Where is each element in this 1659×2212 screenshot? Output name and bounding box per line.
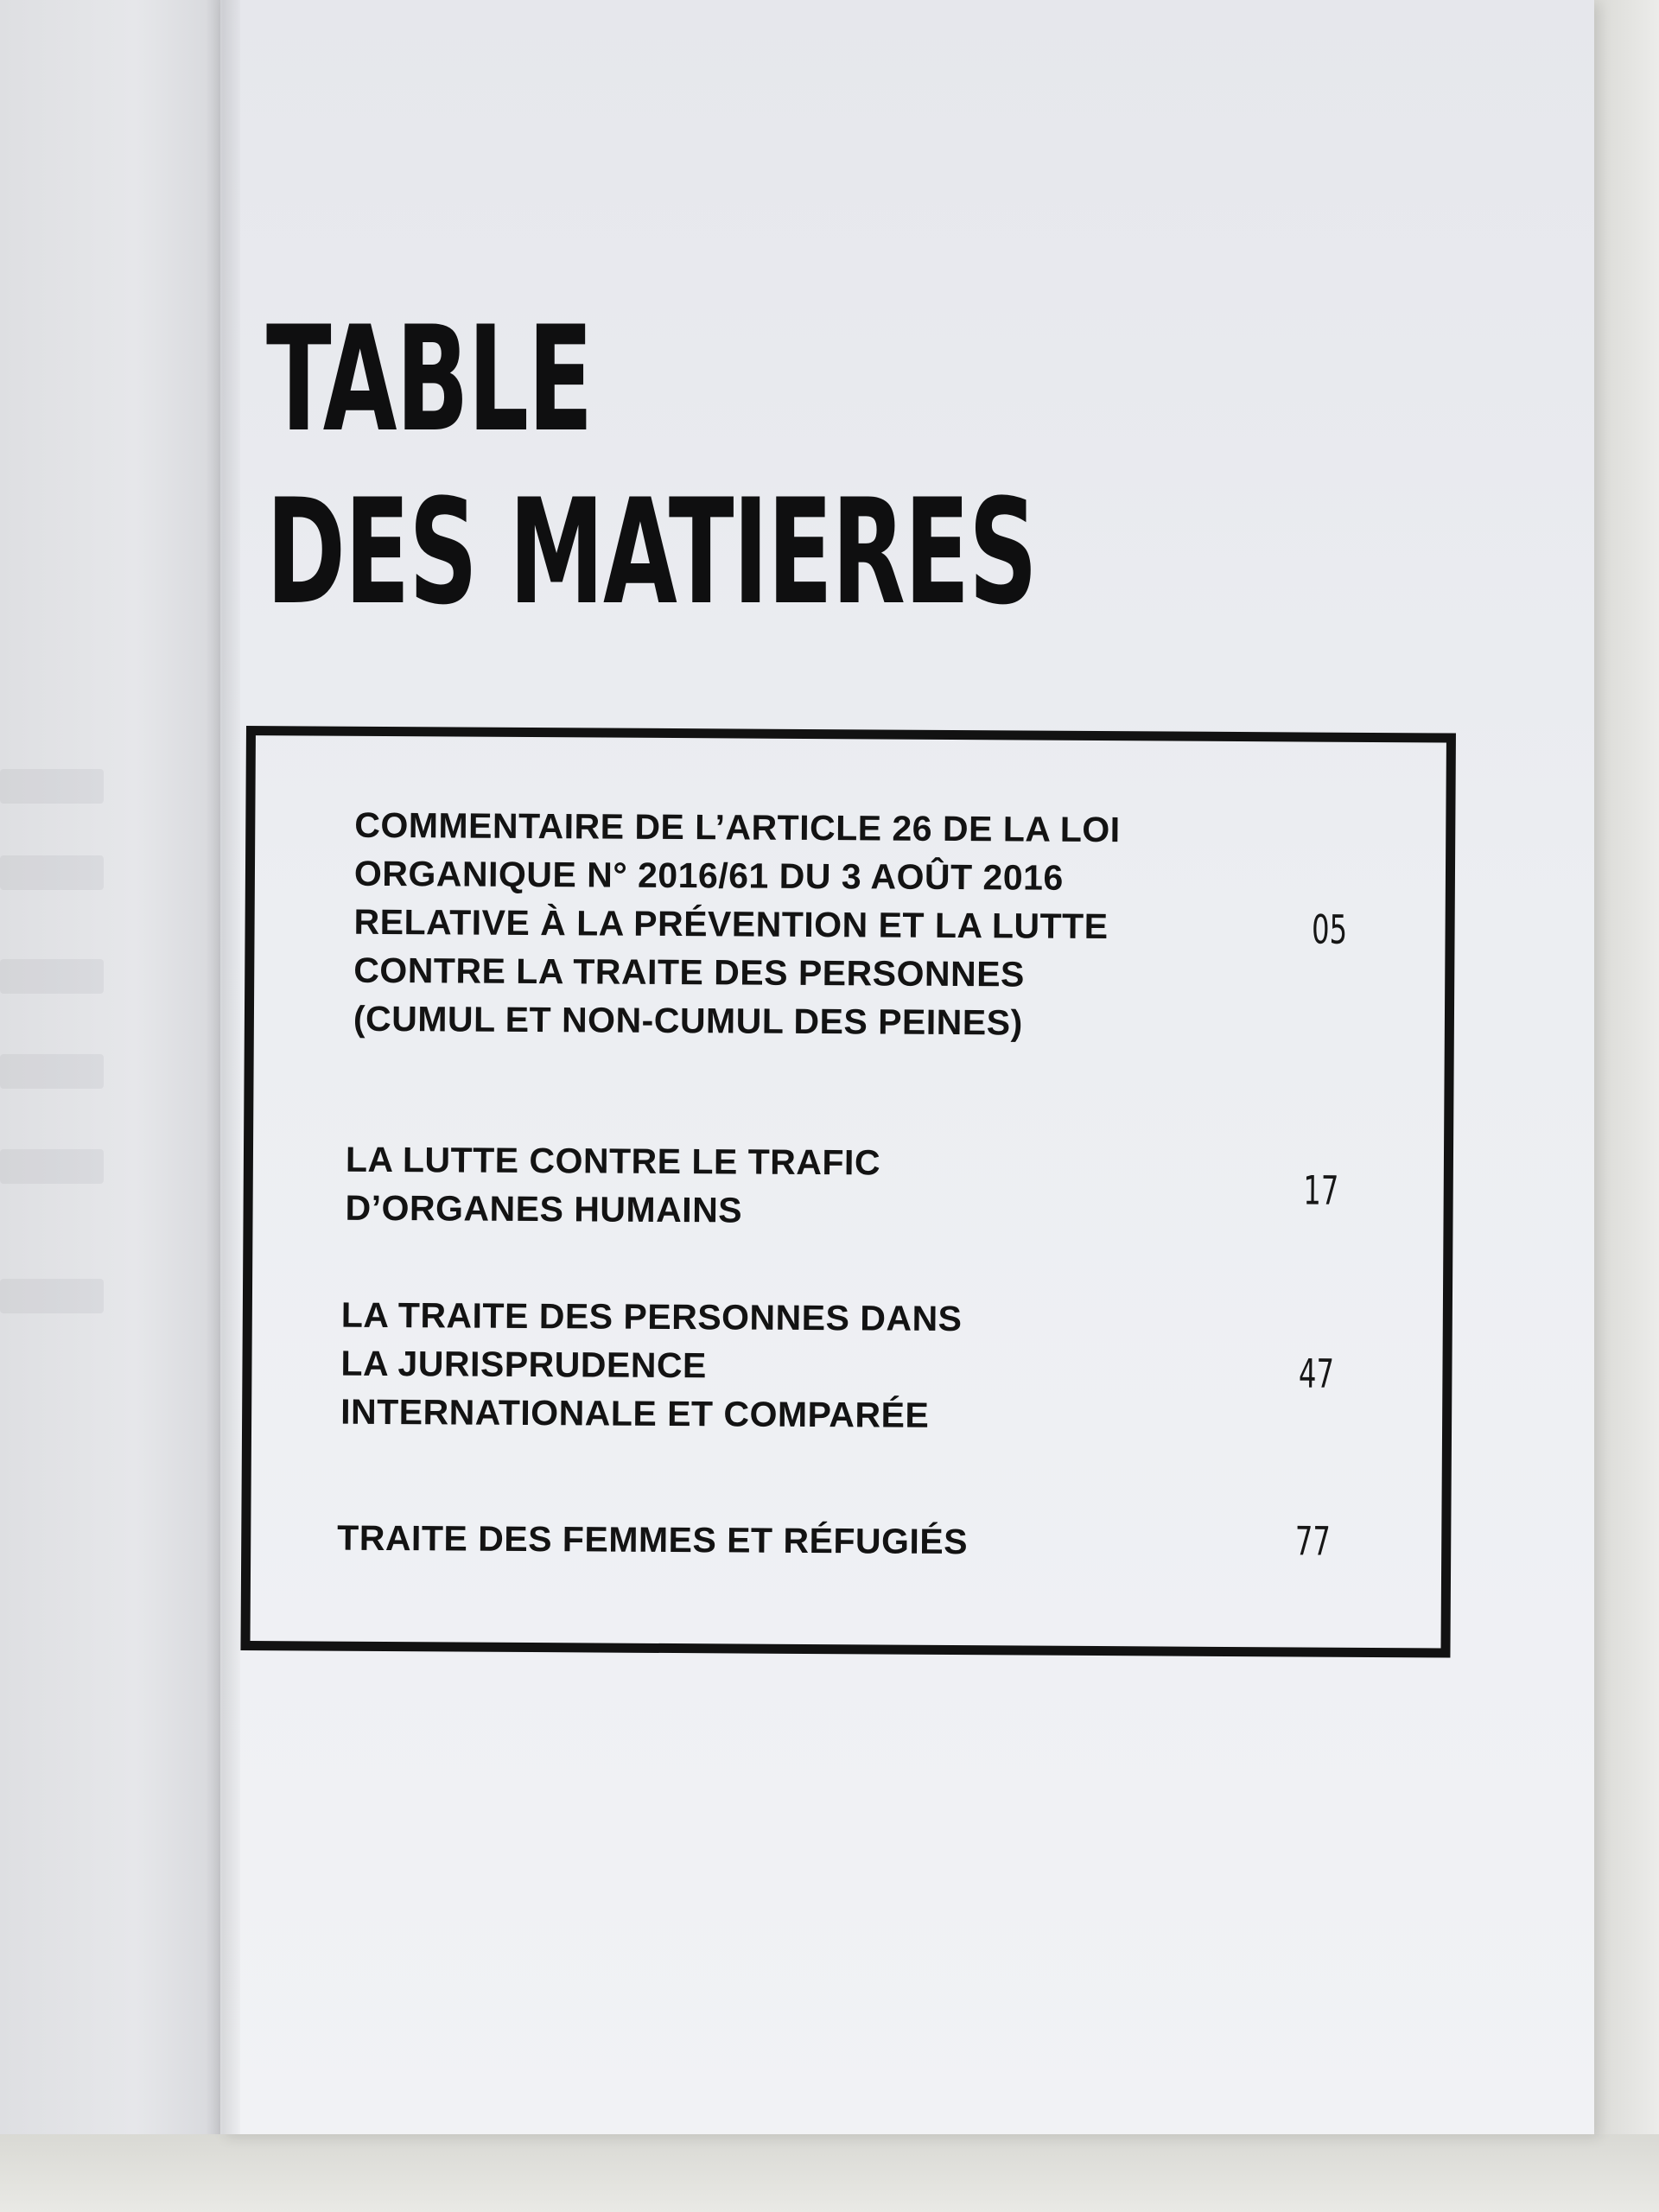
page-edge — [1594, 0, 1659, 2212]
toc-entry-page-number: 77 — [1295, 1517, 1332, 1565]
book-bottom-edge — [0, 2134, 1659, 2212]
toc-entry-title: COMMENTAIRE DE L’ARTICLE 26 DE LA LOI ORGANIQUE N° 2016/61 DU 3 AOÛT 2016 RELATIVE À LA PRÉVENTION ET LA LUTTE CONTRE LA TRAITE DES PERSONNES (CUMUL ET NON-CUMUL DES PEINES) — [353, 804, 1121, 1043]
bleed-through-text — [0, 1149, 104, 1184]
bleed-through-text — [0, 959, 104, 994]
toc-entry-title: TRAITE DES FEMMES ET RÉFUGIÉS — [337, 1517, 969, 1562]
toc-entry-title: LA TRAITE DES PERSONNES DANS LA JURISPRUDENCE INTERNATIONALE ET COMPARÉE — [340, 1294, 963, 1435]
bleed-through-text — [0, 1054, 104, 1089]
title-line-2: DES MATIERES — [266, 467, 1037, 637]
toc-entry — [345, 1135, 1339, 1238]
table-of-contents-box — [240, 726, 1456, 1658]
toc-entry-page-number: 47 — [1299, 1350, 1335, 1397]
bleed-through-text — [0, 855, 104, 890]
toc-entry — [353, 801, 1349, 1049]
previous-page — [0, 0, 226, 2143]
toc-entry — [340, 1291, 1335, 1442]
bleed-through-text — [0, 1279, 104, 1313]
title-line-1: TABLE — [266, 295, 593, 464]
bleed-through-text — [0, 769, 104, 804]
page-title — [266, 295, 1433, 637]
toc-entry-page-number: 05 — [1312, 906, 1348, 953]
toc-entry-title: LA LUTTE CONTRE LE TRAFIC D’ORGANES HUMAINS — [345, 1139, 881, 1230]
toc-entry-page-number: 17 — [1303, 1166, 1339, 1214]
toc-entry — [337, 1514, 1331, 1568]
book-gutter-shadow — [206, 0, 240, 2134]
